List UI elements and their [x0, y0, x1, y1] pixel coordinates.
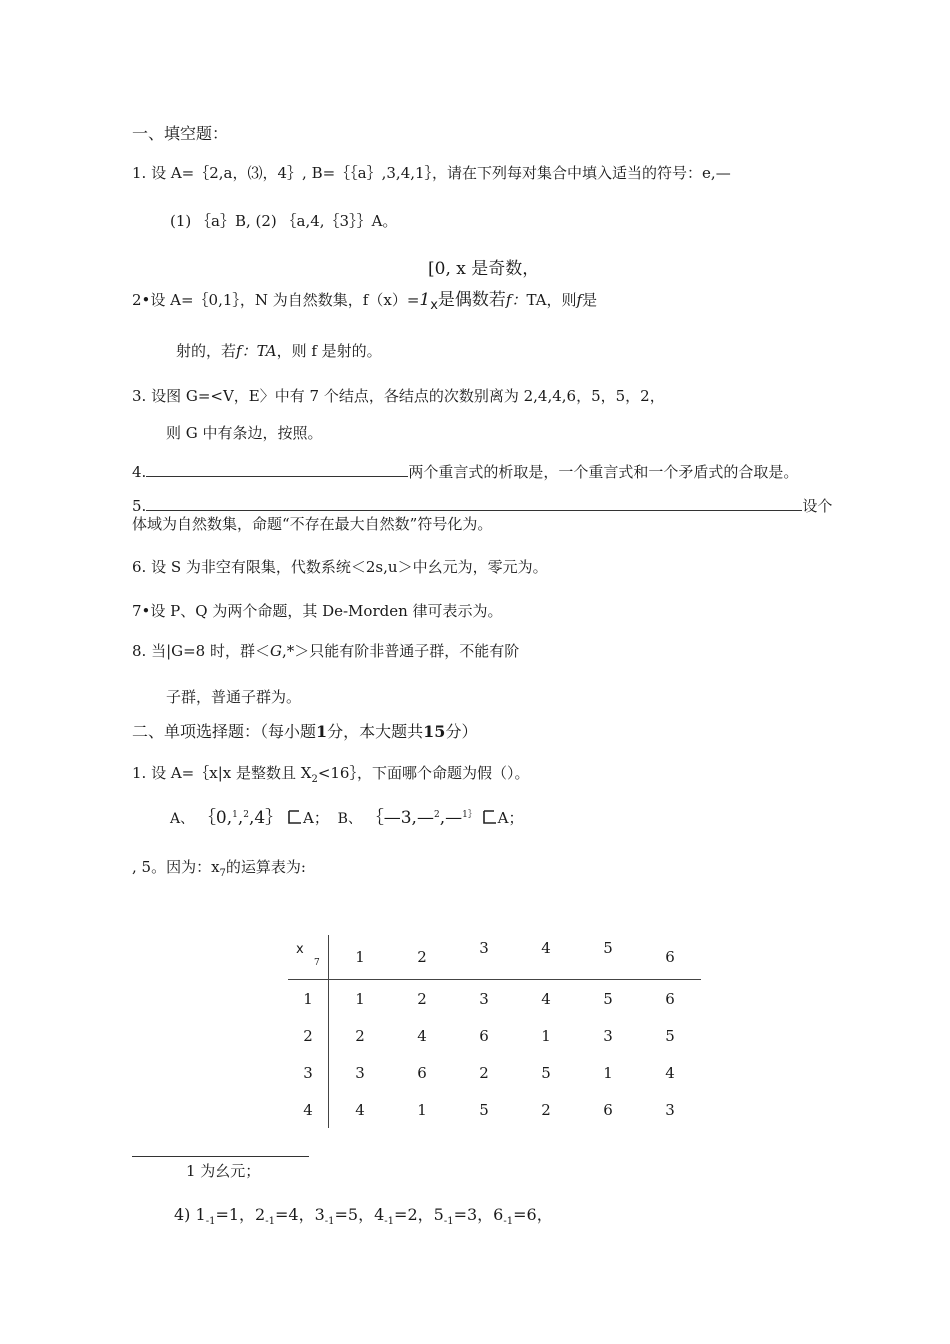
question-4-blank: [146, 462, 408, 477]
section-choice-title-b: 分，本大题共: [327, 722, 424, 741]
section-choice-title: [132, 722, 477, 741]
table-header-row: [288, 935, 701, 980]
table-row: [288, 980, 701, 1018]
inverse-base: 2: [255, 1205, 266, 1224]
question-3-line-1: 3. 设图 G=<V，E〉中有 7 个结点，各结点的次数别离为 2,4,4,6，5，5，2，: [132, 387, 665, 405]
table-cell: 3: [479, 989, 489, 1008]
table-cell: 4: [355, 1100, 365, 1119]
option-a-comma: ,: [237, 808, 244, 828]
table-cell: 2: [479, 1063, 489, 1082]
inverse-base: 4: [374, 1205, 385, 1224]
header-cell: 1: [329, 935, 392, 980]
corner-sub: 7: [314, 958, 320, 968]
inverse-exp: -1: [503, 1216, 514, 1228]
header-cell: 5: [577, 935, 639, 980]
question-2-line-2: [176, 342, 382, 360]
table-cell: 6: [417, 1063, 427, 1082]
inverse-val: =2，: [394, 1205, 434, 1224]
inverse-exp: -1: [384, 1216, 395, 1228]
subset-icon: [287, 809, 303, 825]
inverse-val: =1，: [215, 1205, 256, 1224]
row-head: 3: [288, 1054, 329, 1091]
choice-5-post: 的运算表为:: [225, 858, 306, 876]
table-cell: 2: [541, 1100, 551, 1119]
question-4: [132, 462, 798, 481]
choice-5-intro: [132, 858, 306, 880]
row-head: 2: [288, 1017, 329, 1054]
table-cell: 1: [603, 1063, 613, 1082]
table-row: [288, 1017, 701, 1054]
question-4-num: 4.: [132, 463, 147, 481]
row-head: 4: [288, 1091, 329, 1128]
question-2-line2-f: f：TA: [236, 342, 277, 360]
inverse-item: [433, 1205, 494, 1228]
option-a-sup-1: 1: [232, 810, 238, 820]
option-b-sup-1: 2: [433, 810, 440, 820]
row-head: 1: [288, 980, 329, 1018]
identity-note: 1 为幺元；: [186, 1162, 261, 1180]
table-row: [288, 1091, 701, 1128]
question-2-f1: f：: [505, 291, 527, 309]
inverse-item: [195, 1205, 256, 1228]
inverse-base: 5: [433, 1205, 444, 1224]
question-2-ta: TA，则: [526, 291, 577, 309]
question-5-line-2: 体域为自然数集，命题“不存在最大自然数”符号化为。: [132, 515, 493, 533]
inverse-item: [374, 1205, 434, 1228]
choice-1-options: [170, 808, 523, 828]
inverse-val: =5，: [334, 1205, 375, 1224]
question-6: 6. 设 S 为非空有限集，代数系统＜2s,u＞中幺元为，零元为。: [132, 558, 548, 576]
question-2-x: x: [430, 298, 438, 313]
option-a-sup-2: 2: [243, 810, 250, 820]
option-a-open: ｛0,: [198, 808, 233, 828]
corner-x: x: [296, 942, 304, 957]
question-5-num: 5.: [132, 497, 147, 515]
inverse-exp: -1: [205, 1216, 216, 1228]
table-cell: 5: [665, 1026, 675, 1045]
section-fill-title: 一、填空题：: [132, 124, 229, 143]
option-b-sup-2: 1｝: [462, 810, 477, 820]
option-b-a: A；: [497, 809, 524, 827]
choice-5-sub: 7: [219, 868, 226, 879]
table-cell: 1: [541, 1026, 551, 1045]
inverse-item: [314, 1205, 375, 1228]
inverse-val: =4，: [274, 1205, 315, 1224]
question-1-line-2: (1) ｛a｝B, (2) ｛a,4,｛3｝｝A。: [170, 212, 398, 230]
question-2-cases-top: [0, x 是奇数，: [428, 259, 540, 279]
table-cell: 5: [541, 1063, 551, 1082]
choice-1-post: <16｝，下面哪个命题为假（）。: [317, 764, 530, 782]
table-cell: 6: [665, 989, 675, 1008]
question-3-line-2: 则 G 中有条边，按照。: [166, 424, 323, 442]
question-7: 7•设 P、Q 为两个命题，其 De-Morden 律可表示为。: [132, 602, 503, 620]
section-choice-title-a: 二、单项选择题：（每小题: [132, 722, 317, 741]
table-cell: 5: [479, 1100, 489, 1119]
table-cell: 4: [665, 1063, 675, 1082]
table-cell: 4: [417, 1026, 427, 1045]
option-b-open: ｛—3,—: [366, 808, 434, 828]
choice-1-pre: 1. 设 A=｛x|x 是整数且 X: [132, 764, 312, 782]
question-1-line-1: 1. 设 A=｛2,a，⑶，4｝, B=｛｛a｝,3,4,1｝，请在下列每对集合中填入适当的符号：e,—: [132, 164, 731, 182]
header-cell: 4: [515, 935, 577, 980]
question-2-mid: 是偶数若: [437, 290, 506, 310]
question-2-one: 1: [419, 290, 431, 310]
table-cell: 3: [603, 1026, 613, 1045]
question-5-tail: 设个: [802, 497, 833, 515]
option-b-label: B、: [337, 811, 362, 827]
table-row: [288, 1054, 701, 1091]
choice-1-stem: [132, 764, 529, 786]
subset-icon: [482, 809, 498, 825]
table-cell: 1: [417, 1100, 427, 1119]
choice-5-pre: , 5。因为：x: [132, 858, 220, 876]
option-a-a: A；: [303, 809, 329, 827]
table-cell: 3: [665, 1100, 675, 1119]
operation-table: [288, 935, 701, 1128]
table-cell: 1: [355, 989, 365, 1008]
inverse-base: 3: [314, 1205, 325, 1224]
question-2-line-1: [132, 290, 597, 314]
inverse-val: =6，: [513, 1205, 553, 1224]
question-5-blank: [146, 496, 802, 511]
section-choice-score-1: 1: [316, 722, 328, 741]
table-cell: 6: [603, 1100, 613, 1119]
inverse-item: [255, 1205, 315, 1228]
inverse-base: 6: [493, 1205, 504, 1224]
header-cell: 2: [391, 935, 453, 980]
table-cell: 3: [355, 1063, 365, 1082]
question-8-line-2: 子群，普通子群为。: [166, 688, 302, 706]
option-a-close: ,4｝: [249, 808, 283, 828]
footnote-divider: [132, 1156, 309, 1157]
question-2-line2-b: ，则 f 是射的。: [276, 342, 382, 360]
inverse-exp: -1: [265, 1216, 275, 1228]
choice-1-sub: 2: [311, 774, 318, 785]
option-b-mid: ,—: [439, 808, 463, 828]
table-cell: 4: [541, 989, 551, 1008]
question-2-post: 是: [582, 291, 598, 309]
inverse-val: =3，: [453, 1205, 494, 1224]
inverse-exp: -1: [324, 1216, 335, 1228]
inverse-item: [493, 1205, 553, 1228]
question-8-pre: 8. 当|G=8 时，群＜: [132, 642, 270, 660]
question-5-line-1: [132, 496, 832, 515]
table-corner: [288, 935, 329, 980]
question-2-f2: f: [576, 291, 583, 309]
inverse-base: 1: [195, 1205, 206, 1224]
table-cell: 6: [479, 1026, 489, 1045]
question-2-line2-a: 射的，若: [176, 342, 237, 360]
section-choice-title-c: 分）: [445, 722, 478, 741]
inverse-label: 4): [174, 1205, 191, 1224]
table-cell: 5: [603, 989, 613, 1008]
header-cell: 3: [453, 935, 515, 980]
question-8-g: G: [270, 642, 282, 660]
question-4-text: 两个重言式的析取是，一个重言式和一个矛盾式的合取是。: [408, 463, 799, 481]
option-a-label: A、: [170, 811, 195, 827]
question-8-post: ,*＞只能有阶非普通子群，不能有阶: [281, 642, 520, 660]
question-2-pre: 2•设 A=｛0,1｝，N 为自然数集，f（x）=: [132, 291, 420, 309]
inverse-line: [174, 1205, 553, 1228]
question-8-line-1: [132, 642, 519, 660]
section-choice-score-2: 15: [423, 722, 446, 741]
table-cell: 2: [417, 989, 427, 1008]
header-cell: 6: [639, 935, 701, 980]
table-cell: 2: [355, 1026, 365, 1045]
inverse-exp: -1: [443, 1216, 454, 1228]
